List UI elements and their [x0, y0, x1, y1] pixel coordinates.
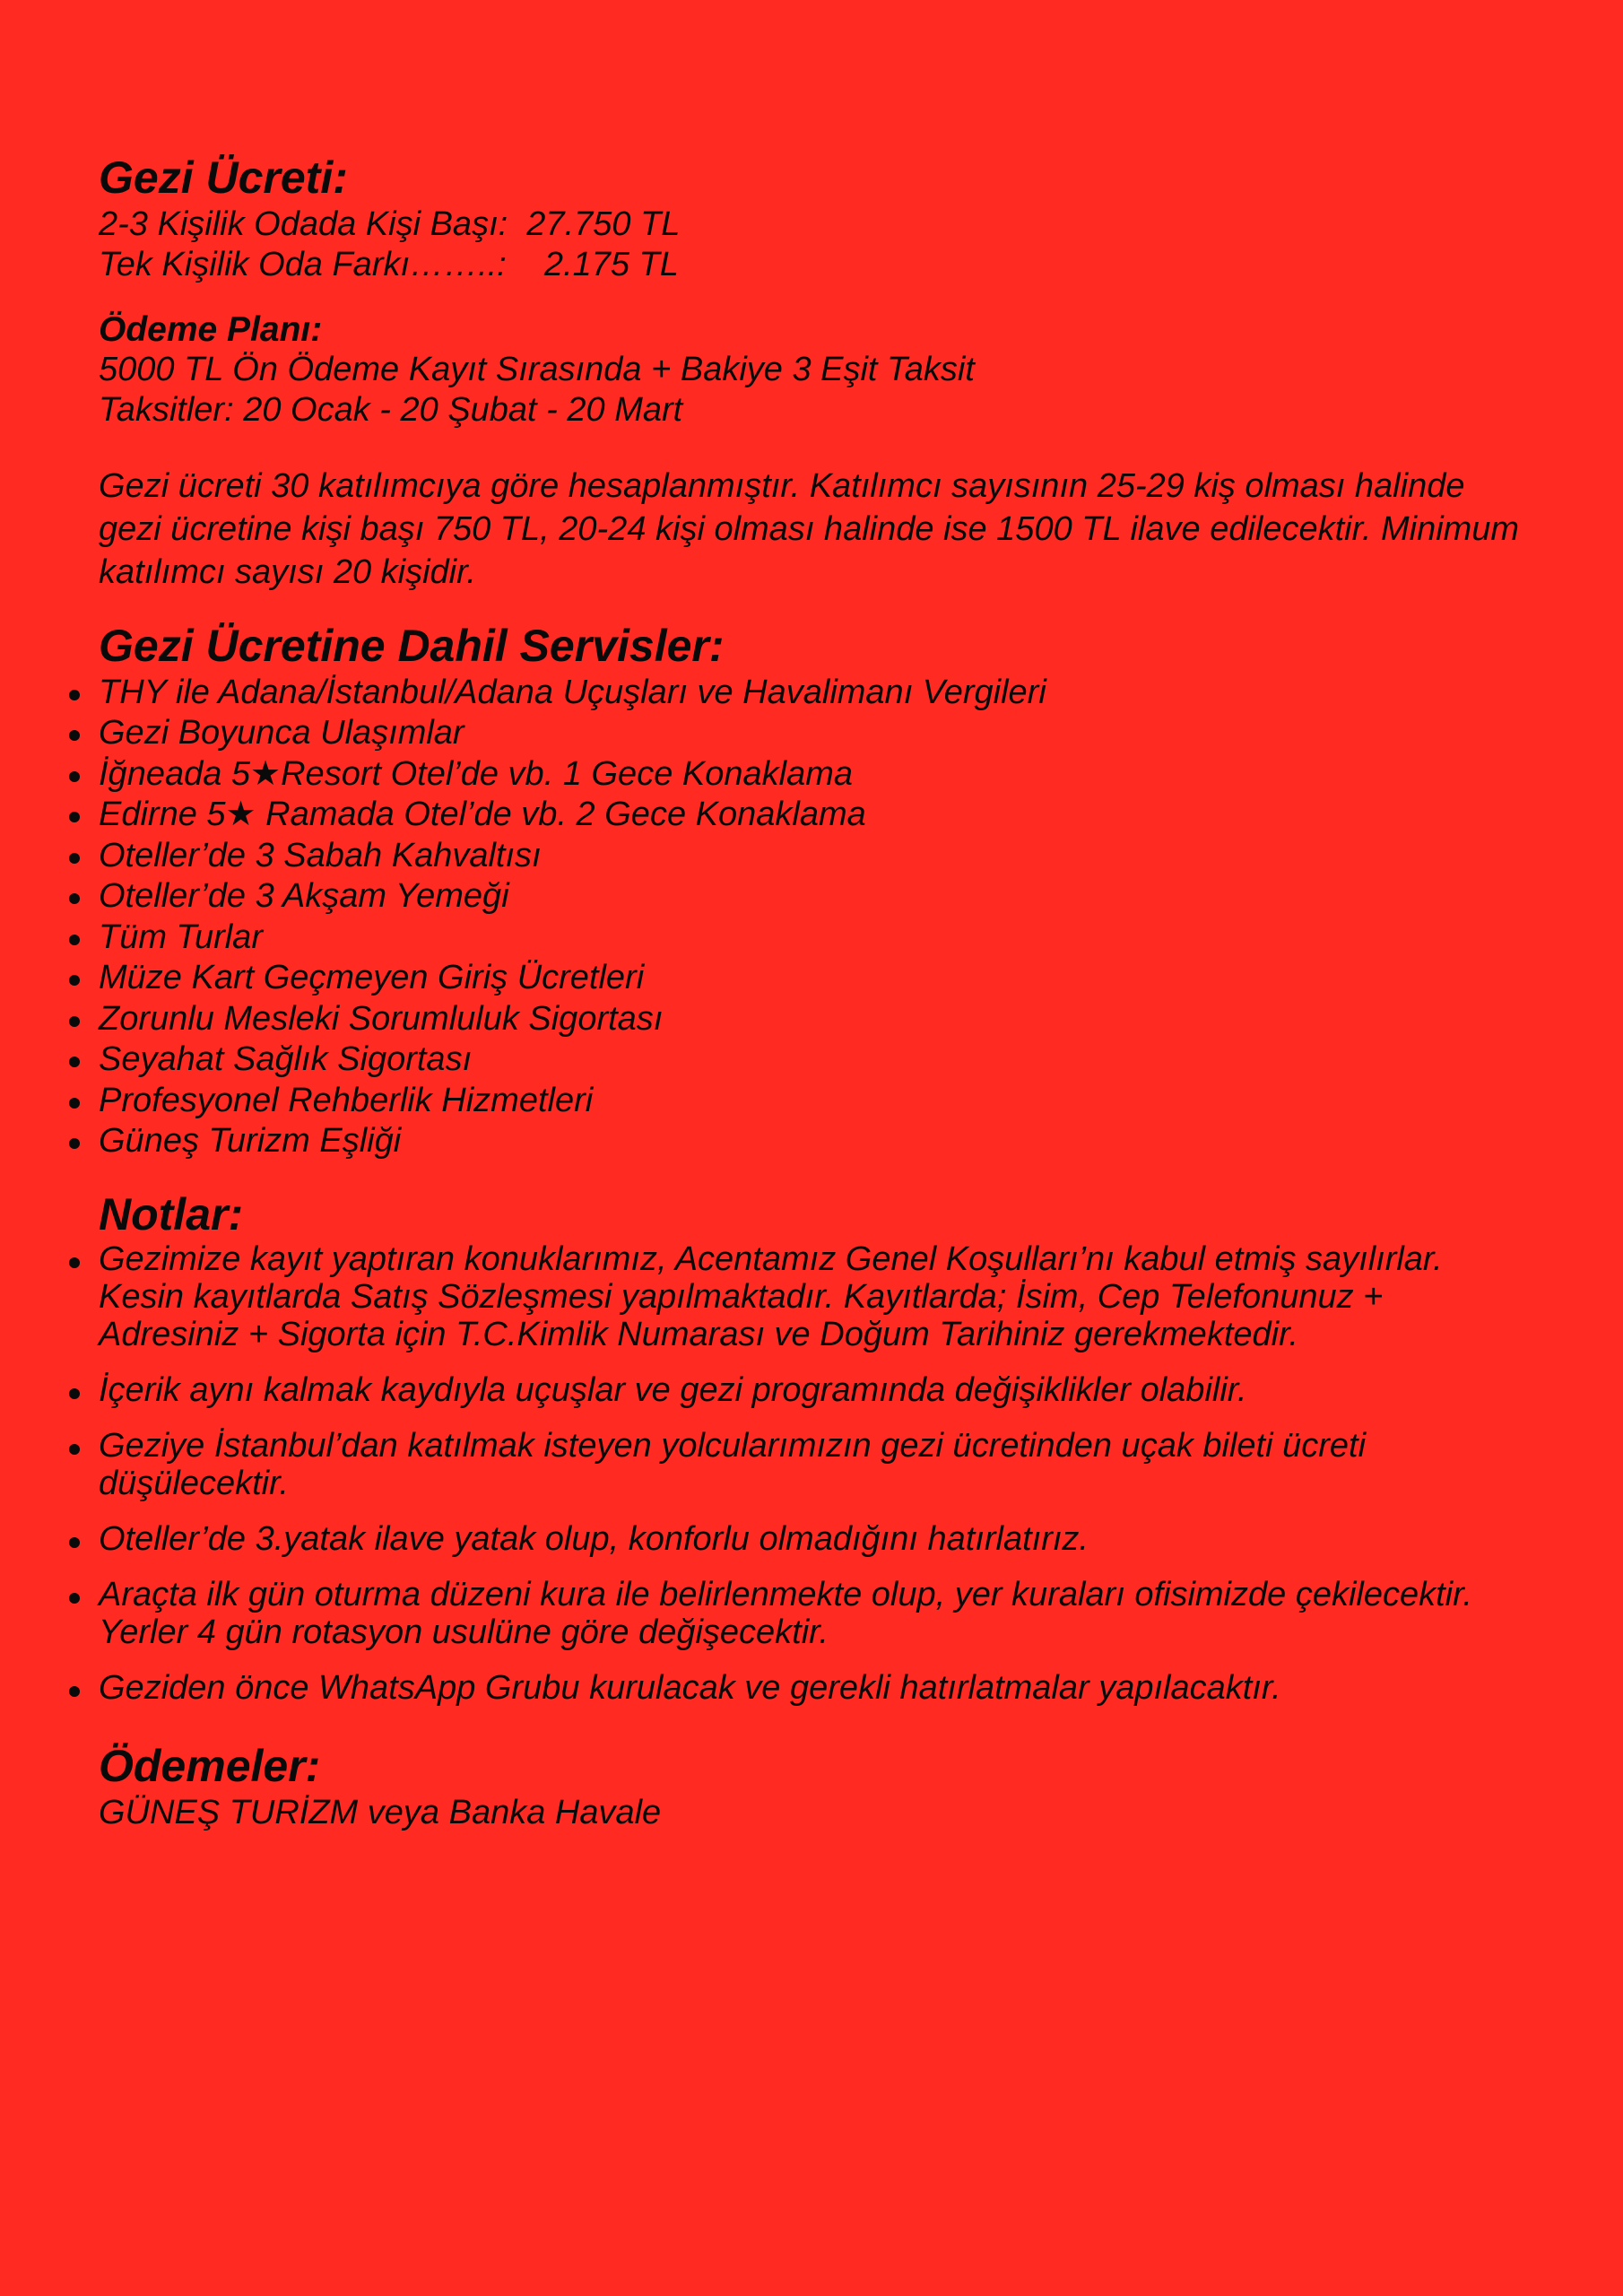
list-item: Geziye İstanbul’dan katılmak isteyen yolcularımızın gezi ücretinden uçak bileti ücreti düşülecektir.	[99, 1427, 1524, 1502]
participant-note: Gezi ücreti 30 katılımcıya göre hesaplanmıştır. Katılımcı sayısının 25-29 kiş olması halinde gezi ücretine kişi başı 750 TL, 20-24 kişi olması halinde ise 1500 TL ilave edilecektir. Minimum katılımcı sayısı 20 kişidir.	[99, 467, 1520, 592]
notes-section	[99, 1189, 1524, 1708]
notes-list	[99, 1240, 1524, 1707]
list-item: Edirne 5★ Ramada Otel’de vb. 2 Gece Konaklama	[99, 795, 1524, 836]
list-item: Zorunlu Mesleki Sorumluluk Sigortası	[99, 999, 1524, 1040]
notes-heading: Notlar:	[99, 1188, 244, 1239]
price-line-single-supplement: Tek Kişilik Oda Farkı……..: 2.175 TL	[99, 245, 679, 283]
list-item: Güneş Turizm Eşliği	[99, 1121, 1524, 1162]
price-section	[99, 152, 1524, 285]
included-services-section	[99, 621, 1524, 1162]
list-item: Seyahat Sağlık Sigortası	[99, 1039, 1524, 1081]
list-item: Araçta ilk gün oturma düzeni kura ile belirlenmekte olup, yer kuraları ofisimizde çekilecektir. Yerler 4 gün rotasyon usulüne göre değişecektir.	[99, 1576, 1524, 1651]
list-item: THY ile Adana/İstanbul/Adana Uçuşları ve Havalimanı Vergileri	[99, 673, 1524, 714]
list-item: Gezi Boyunca Ulaşımlar	[99, 713, 1524, 754]
included-services-heading: Gezi Ücretine Dahil Servisler:	[99, 621, 725, 672]
list-item: Oteller’de 3.yatak ilave yatak olup, konforlu olmadığını hatırlatırız.	[99, 1520, 1524, 1558]
payments-heading: Ödemeler:	[99, 1741, 321, 1792]
list-item: Geziden önce WhatsApp Grubu kurulacak ve gerekli hatırlatmalar yapılacaktır.	[99, 1669, 1524, 1707]
payment-plan-line-installments: Taksitler: 20 Ocak - 20 Şubat - 20 Mart	[99, 391, 683, 430]
list-item: Oteller’de 3 Sabah Kahvaltısı	[99, 836, 1524, 877]
payments-methods: GÜNEŞ TURİZM veya Banka Havale	[99, 1793, 662, 1831]
price-line-double-room: 2-3 Kişilik Odada Kişi Başı: 27.750 TL	[99, 204, 681, 243]
list-item: Tüm Turlar	[99, 918, 1524, 959]
list-item: İğneada 5★Resort Otel’de vb. 1 Gece Konaklama	[99, 754, 1524, 796]
list-item: Müze Kart Geçmeyen Giriş Ücretleri	[99, 958, 1524, 999]
payment-plan-section	[99, 310, 1524, 431]
list-item: İçerik aynı kalmak kaydıyla uçuşlar ve gezi programında değişiklikler olabilir.	[99, 1371, 1524, 1409]
included-services-list	[99, 673, 1524, 1162]
content-column	[99, 152, 1524, 1833]
payment-plan-line-deposit: 5000 TL Ön Ödeme Kayıt Sırasında + Bakiye 3 Eşit Taksit	[99, 351, 975, 389]
list-item: Profesyonel Rehberlik Hizmetleri	[99, 1081, 1524, 1122]
payments-section	[99, 1741, 1524, 1833]
price-heading: Gezi Ücreti:	[99, 152, 348, 203]
list-item: Gezimize kayıt yaptıran konuklarımız, Acentamız Genel Koşulları’nı kabul etmiş sayılırlar. Kesin kayıtlarda Satış Sözleşmesi yapılmaktadır. Kayıtlarda; İsim, Cep Telefonunuz + Adresiniz + Sigorta için T.C.Kimlik Numarası ve Doğum Tarihiniz gerekmektedir.	[99, 1240, 1524, 1353]
list-item: Oteller’de 3 Akşam Yemeği	[99, 876, 1524, 918]
payment-plan-heading: Ödeme Planı:	[99, 309, 323, 349]
